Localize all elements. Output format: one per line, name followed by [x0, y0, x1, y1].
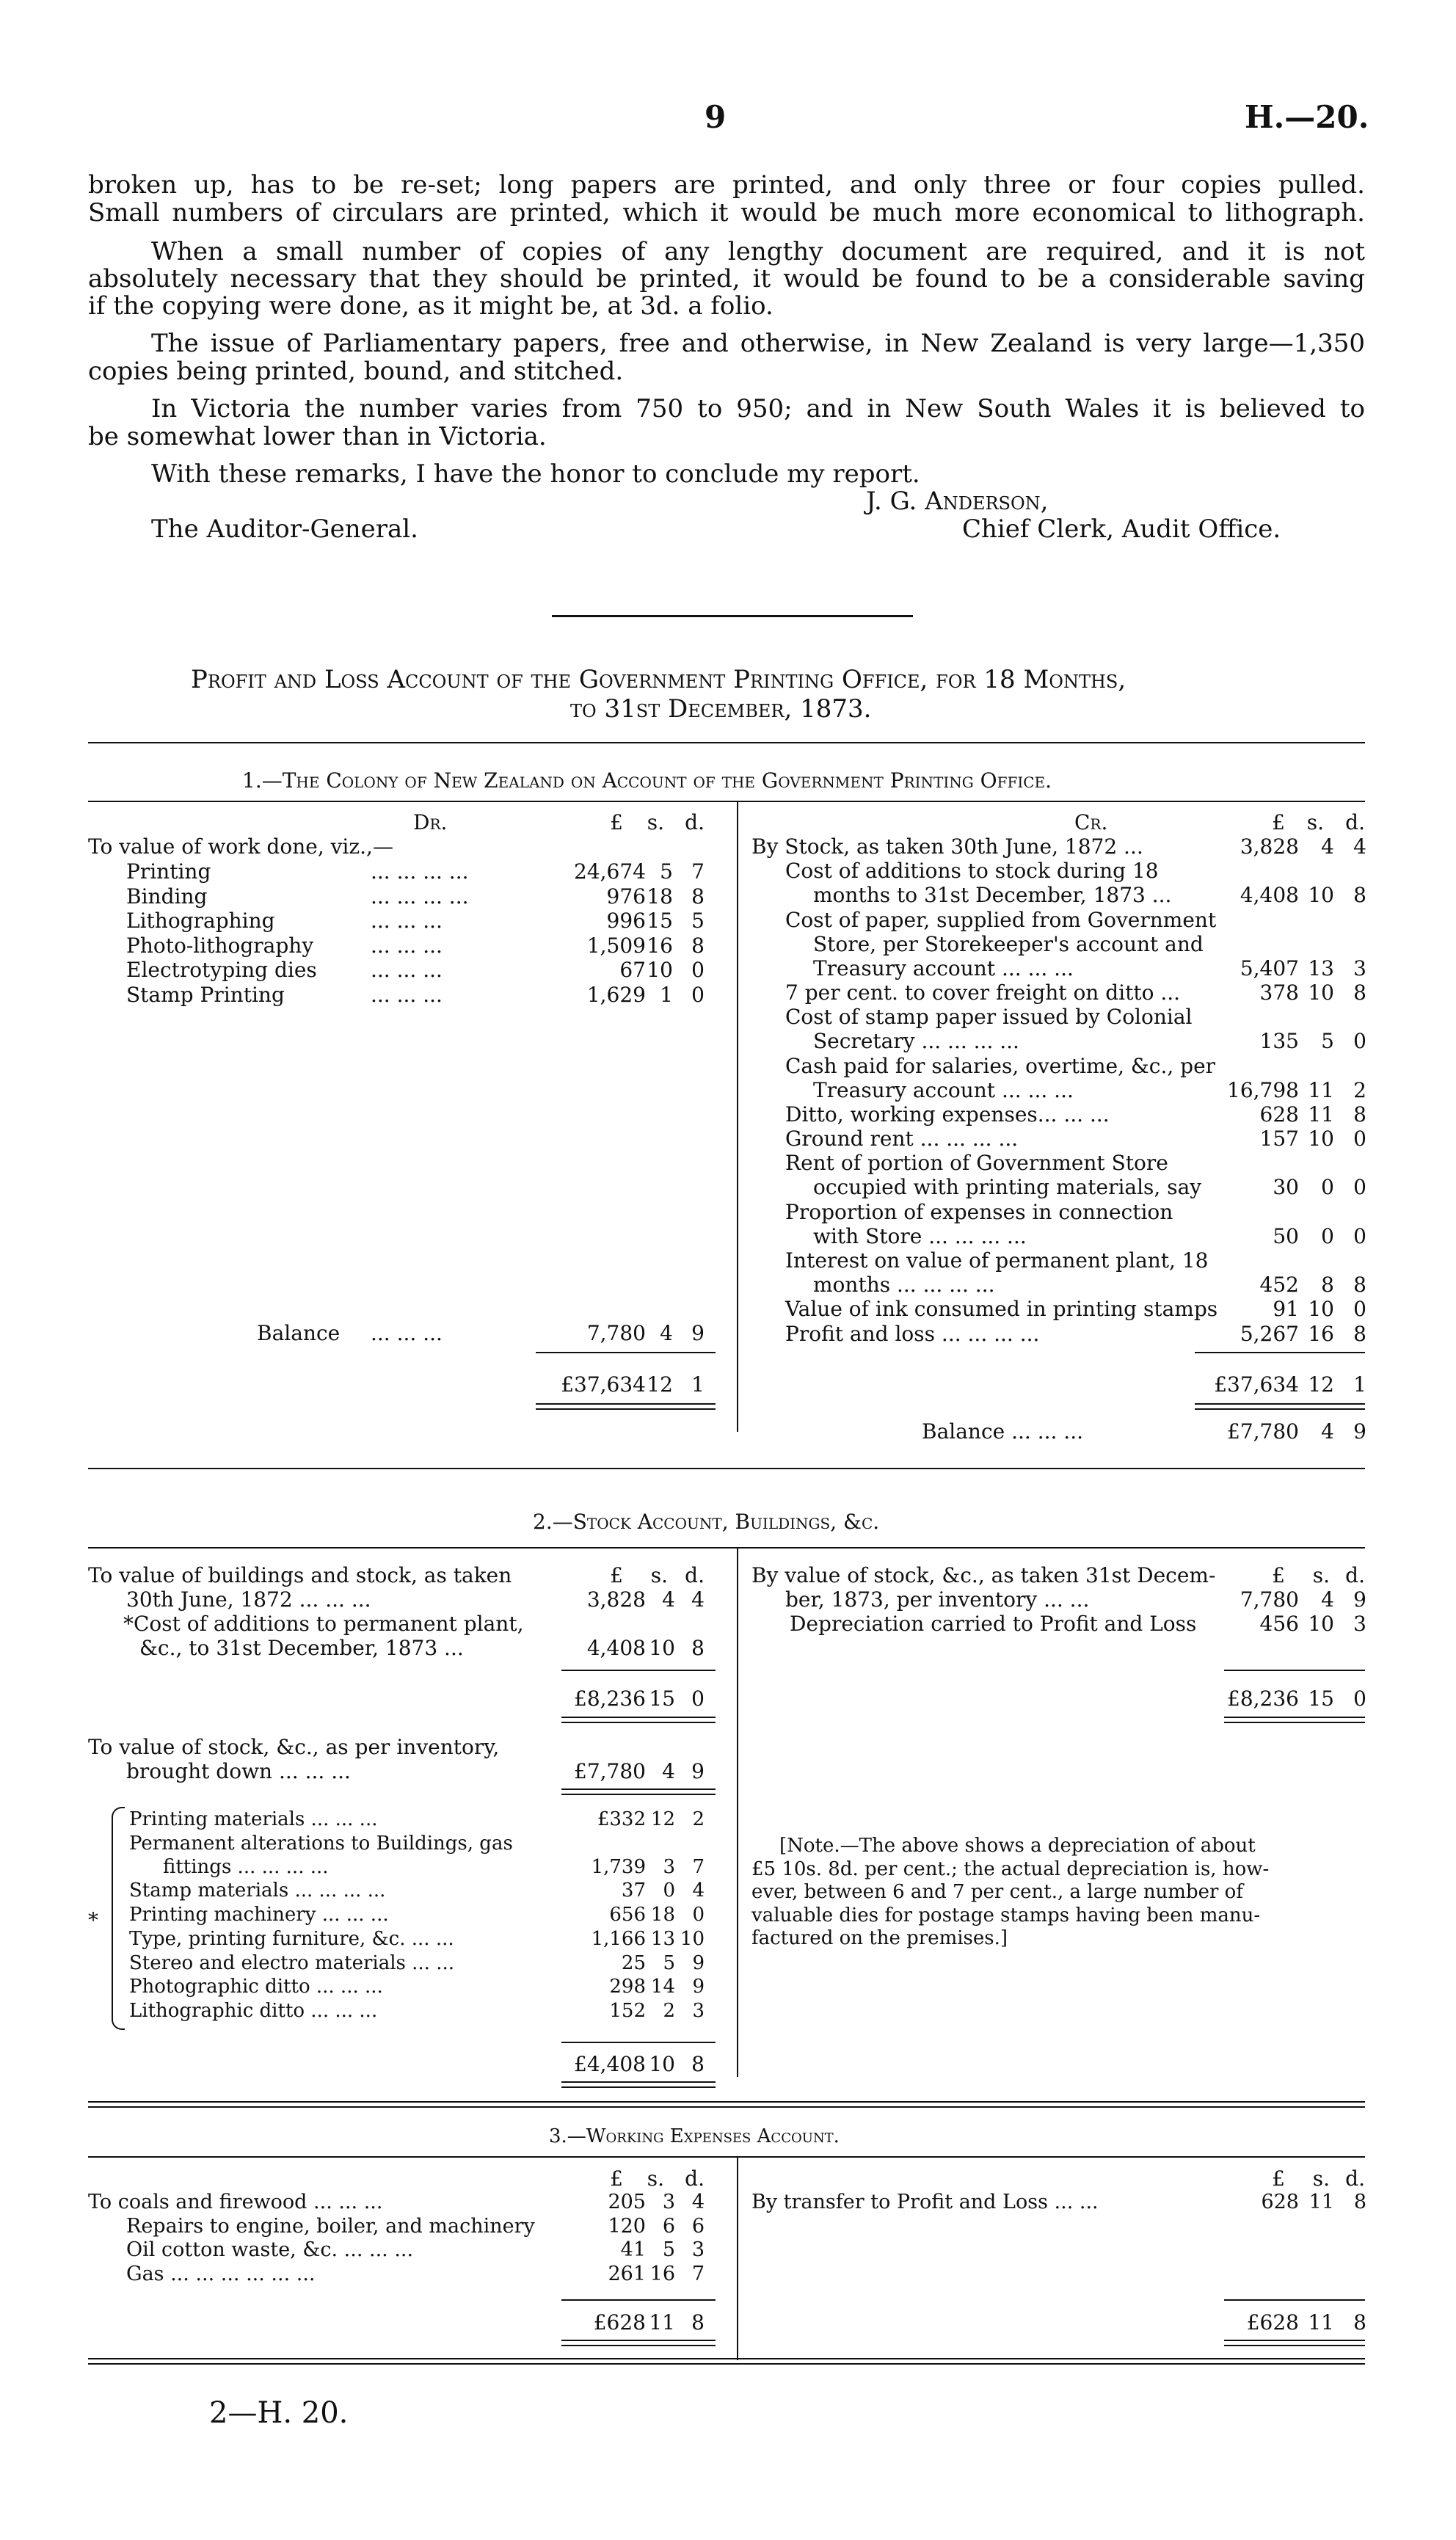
section1-bottom-rule: [88, 1468, 1365, 1469]
debit-row-shillings: 10: [647, 958, 673, 982]
section1-title-rule: [88, 801, 1365, 802]
additions-row-pounds: £332: [597, 1808, 646, 1830]
stock-debit-row-pounds: 4,408: [586, 1636, 646, 1660]
additions-row-pence: 0: [692, 1904, 705, 1926]
credit-row-pence: 0: [1353, 1175, 1366, 1200]
working-debit-row-pounds: 261: [608, 2262, 646, 2285]
working-debit-row-shillings: 3: [662, 2191, 675, 2213]
working-debit-row-pounds: 120: [608, 2214, 646, 2238]
credit-row-text: with Store ... ... ... ...: [813, 1223, 1027, 1248]
additions-row-text: Printing materials ... ... ...: [129, 1808, 378, 1830]
credit-row-shillings: 10: [1308, 1297, 1334, 1322]
report-reference: H.—20.: [1245, 99, 1369, 135]
stock-credit-row-shillings: 10: [1308, 1612, 1334, 1636]
inventory-amount-shillings: 4: [662, 1759, 675, 1783]
additions-row-shillings: 14: [650, 1976, 675, 1998]
signature-title: Chief Clerk, Audit Office.: [962, 514, 1281, 544]
account-title-line2: to 31st December, 1873.: [570, 694, 872, 724]
debit-row-pounds: 24,674: [574, 859, 646, 884]
credit-row-text: months to 31st December, 1873 ...: [813, 883, 1172, 908]
credit-row-pence: 0: [1353, 1297, 1366, 1322]
additions-total-rule: [561, 2042, 716, 2043]
credit-row-text: Value of ink consumed in printing stamps: [785, 1297, 1218, 1322]
additions-row-text: Printing machinery ... ... ...: [129, 1904, 389, 1926]
debit-row-dots: ... ... ...: [371, 933, 443, 958]
credit-row-shillings: 4: [1321, 834, 1334, 859]
credit-row-pounds: 5,407: [1240, 956, 1299, 980]
debit-row-dots: ... ... ... ...: [371, 859, 469, 884]
credit-row-pounds: 16,798: [1227, 1077, 1299, 1102]
s2-cr-currency-pounds: £: [1272, 1563, 1285, 1587]
credit-row-shillings: 11: [1308, 1102, 1334, 1127]
credit-row-text: 7 per cent. to cover freight on ditto ...: [785, 980, 1181, 1005]
debit-total-underline-2: [536, 1408, 716, 1410]
paragraph-line: absolutely necessary that they should be printed, it would be found to be a considerable saving: [88, 264, 1365, 294]
additions-row-pounds: 298: [609, 1976, 646, 1998]
stock-debit-row-shillings: 4: [662, 1587, 675, 1612]
stock-debit-total-pounds: £8,236: [574, 1686, 646, 1711]
debit-row-shillings: 16: [647, 933, 673, 958]
stock-debit-text: To value of buildings and stock, as taken: [88, 1563, 512, 1587]
working-debit-row-pence: 4: [691, 2191, 705, 2213]
dr-currency-pounds: £: [610, 810, 623, 834]
s3-cr-currency-pounds: £: [1272, 2166, 1285, 2191]
working-debit-label: Oil cotton waste, &c. ... ... ...: [126, 2238, 414, 2261]
section2-bottom-rule: [88, 2101, 1365, 2103]
credit-row-text: Interest on value of permanent plant, 18: [785, 1248, 1209, 1273]
working-credit-row-pounds: 628: [1261, 2191, 1299, 2213]
debit-total-shillings: 12: [647, 1372, 673, 1397]
credit-row-pence: 2: [1353, 1077, 1366, 1102]
debit-row-dots: ... ... ...: [371, 982, 443, 1007]
debit-row-pence: 8: [691, 884, 705, 909]
depreciation-note-line: ever, between 6 and 7 per cent., a large number of: [751, 1881, 1243, 1903]
credit-row-text: Secretary ... ... ... ...: [813, 1029, 1019, 1054]
additions-row-pounds: 25: [621, 1951, 646, 1974]
section3-title-rule: [88, 2156, 1365, 2158]
debit-balance-label: Balance: [257, 1321, 341, 1345]
s2-cr-currency-pence: d.: [1345, 1563, 1365, 1587]
working-debit-underline-1: [561, 2340, 716, 2341]
stock-credit-total-rule: [1224, 1670, 1365, 1671]
credit-row-shillings: 16: [1308, 1321, 1334, 1346]
credit-row-shillings: 0: [1321, 1175, 1334, 1200]
working-debit-row-pounds: 41: [620, 2238, 646, 2261]
credit-balance-pence: 9: [1353, 1419, 1366, 1444]
credit-row-pence: 8: [1353, 1321, 1366, 1346]
additions-total-pounds: £4,408: [574, 2052, 646, 2076]
working-credit-total-pounds: £628: [1246, 2310, 1299, 2335]
additions-brace: [112, 1807, 125, 2030]
credit-row-text: By Stock, as taken 30th June, 1872 ...: [751, 834, 1143, 859]
working-credit-underline-2: [1224, 2345, 1365, 2346]
s3-dr-currency-pence: d.: [685, 2166, 705, 2191]
stock-credit-row-pounds: 456: [1259, 1612, 1299, 1636]
title-underline: [88, 742, 1365, 743]
additions-total-shillings: 10: [649, 2052, 675, 2076]
additions-row-text: Stereo and electro materials ... ...: [129, 1951, 454, 1974]
credit-row-pence: 8: [1353, 883, 1366, 908]
debit-row-pence: 8: [691, 933, 705, 958]
working-debit-total-shillings: 11: [649, 2310, 675, 2335]
credit-row-shillings: 11: [1308, 1077, 1334, 1102]
debit-row-pence: 5: [691, 909, 705, 933]
paragraph-line: broken up, has to be re-set; long papers are printed, and only three or four copies pulled.: [88, 170, 1365, 200]
debit-row-pence: 0: [691, 982, 705, 1007]
section3-divider: [737, 2156, 738, 2360]
debit-row-pounds: 67: [619, 958, 646, 982]
additions-star: *: [88, 1908, 98, 1932]
working-credit-underline-1: [1224, 2340, 1365, 2341]
debit-row-label: Electrotyping dies: [126, 958, 317, 982]
additions-row-shillings: 2: [663, 1999, 675, 2022]
additions-row-pounds: 1,166: [591, 1927, 646, 1950]
stock-debit-total-pence: 0: [691, 1686, 705, 1711]
credit-row-shillings: 8: [1321, 1273, 1334, 1297]
paragraph-line: The issue of Parliamentary papers, free and otherwise, in New Zealand is very large—1,350: [151, 329, 1365, 358]
credit-row-pounds: 452: [1259, 1273, 1299, 1297]
additions-row-pounds: 1,739: [591, 1855, 646, 1878]
credit-row-pounds: 135: [1259, 1029, 1299, 1054]
signature-mark: 2—H. 20.: [209, 2396, 349, 2430]
debit-total-pounds: £37,634: [561, 1372, 646, 1397]
account-title-line1: Profit and Loss Account of the Government Printing Office, for 18 Months,: [191, 665, 1126, 694]
working-debit-underline-2: [561, 2345, 716, 2346]
debit-row-label: Lithographing: [126, 909, 275, 933]
stock-credit-text: Depreciation carried to Profit and Loss: [790, 1612, 1197, 1636]
credit-label: Cr.: [1074, 810, 1108, 834]
credit-row-text: Cost of stamp paper issued by Colonial: [785, 1005, 1193, 1030]
depreciation-note-line: valuable dies for postage stamps having been manu-: [751, 1904, 1261, 1926]
stock-debit-underline-1: [561, 1717, 716, 1718]
stock-credit-row-pounds: 7,780: [1240, 1587, 1299, 1612]
working-credit-total-pence: 8: [1353, 2310, 1366, 2335]
credit-row-shillings: 5: [1321, 1029, 1334, 1054]
credit-row-pounds: 5,267: [1240, 1321, 1299, 1346]
stock-debit-total-rule: [561, 1670, 716, 1671]
stock-debit-text: *Cost of additions to permanent plant,: [123, 1612, 524, 1636]
working-debit-row-pounds: 205: [608, 2191, 646, 2213]
credit-row-shillings: 10: [1308, 980, 1334, 1005]
credit-row-pence: 3: [1353, 956, 1366, 980]
credit-total-shillings: 12: [1308, 1372, 1334, 1397]
working-credit-row-pence: 8: [1353, 2191, 1366, 2213]
credit-row-pounds: 3,828: [1240, 834, 1299, 859]
additions-total-pence: 8: [691, 2052, 705, 2076]
debit-row-label: Stamp Printing: [126, 982, 285, 1007]
additions-row-pounds: 37: [621, 1879, 646, 1902]
additions-row-shillings: 13: [650, 1927, 675, 1950]
paragraph-line: Small numbers of circulars are printed, which it would be much more economical to lithograph.: [88, 198, 1365, 228]
additions-row-shillings: 3: [663, 1855, 675, 1878]
debit-row-pence: 7: [691, 859, 705, 884]
additions-row-text: fittings ... ... ... ...: [163, 1855, 329, 1878]
page-number: 9: [705, 99, 727, 135]
paragraph-line: When a small number of copies of any lengthy document are required, and it is not: [151, 237, 1365, 266]
debit-row-dots: ... ... ... ...: [371, 884, 469, 909]
working-debit-row-shillings: 5: [662, 2238, 675, 2261]
stock-credit-row-pence: 3: [1353, 1612, 1366, 1636]
credit-row-pounds: 628: [1259, 1102, 1299, 1127]
credit-row-text: Proportion of expenses in connection: [785, 1199, 1173, 1224]
credit-row-pence: 8: [1353, 1102, 1366, 1127]
credit-row-text: Cash paid for salaries, overtime, &c., per: [785, 1053, 1216, 1078]
additions-row-pounds: 656: [609, 1904, 646, 1926]
paragraph-line: In Victoria the number varies from 750 to 950; and in New South Wales it is believed to: [151, 394, 1365, 423]
inventory-rule-1: [561, 1788, 716, 1790]
debit-row-label: Photo-lithography: [126, 933, 314, 958]
dr-currency-pence: d.: [685, 810, 705, 834]
credit-row-pence: 0: [1353, 1029, 1366, 1054]
stock-credit-row-shillings: 4: [1321, 1587, 1334, 1612]
inventory-line1: To value of stock, &c., as per inventory,: [88, 1735, 500, 1759]
credit-row-pence: 8: [1353, 980, 1366, 1005]
additions-row-text: Permanent alterations to Buildings, gas: [129, 1832, 513, 1855]
credit-total-pounds: £37,634: [1214, 1372, 1299, 1397]
stock-credit-total-pence: 0: [1353, 1686, 1366, 1711]
inventory-rule-2: [561, 1794, 716, 1795]
debit-total-rule: [536, 1352, 716, 1353]
additions-row-text: Stamp materials ... ... ... ...: [129, 1879, 386, 1902]
debit-balance-pence: 9: [691, 1321, 705, 1345]
additions-row-pence: 9: [692, 1976, 705, 1998]
credit-row-text: Cost of additions to stock during 18: [785, 859, 1159, 884]
stock-debit-total-shillings: 15: [649, 1686, 675, 1711]
stock-debit-text: 30th June, 1872 ... ... ...: [126, 1587, 371, 1612]
debit-row-shillings: 1: [660, 982, 673, 1007]
credit-row-text: Treasury account ... ... ...: [813, 1077, 1074, 1102]
dr-currency-shillings: s.: [647, 810, 664, 834]
credit-row-shillings: 10: [1308, 1127, 1334, 1151]
credit-row-text: Ditto, working expenses... ... ...: [785, 1102, 1110, 1127]
debit-row-shillings: 15: [647, 909, 673, 933]
debit-row-dots: ... ... ...: [371, 909, 443, 933]
inventory-line2: brought down ... ... ...: [126, 1759, 351, 1783]
working-debit-label: To coals and firewood ... ... ...: [88, 2191, 383, 2213]
credit-row-pence: 0: [1353, 1127, 1366, 1151]
stock-credit-text: By value of stock, &c., as taken 31st Decem-: [751, 1563, 1216, 1587]
credit-row-text: Profit and loss ... ... ... ...: [785, 1321, 1040, 1346]
credit-total-pence: 1: [1353, 1372, 1366, 1397]
debit-row-pounds: 1,509: [586, 933, 646, 958]
working-credit-total-shillings: 11: [1308, 2310, 1334, 2335]
debit-intro: To value of work done, viz.,—: [88, 834, 393, 859]
section2-bottom-rule-2: [88, 2106, 1365, 2108]
s3-dr-currency-shillings: s.: [647, 2166, 664, 2191]
section2-divider: [737, 1549, 738, 2077]
additions-row-pence: 7: [692, 1855, 705, 1878]
credit-balance-shillings: 4: [1321, 1419, 1334, 1444]
debit-row-pence: 0: [691, 958, 705, 982]
credit-row-pounds: 50: [1273, 1223, 1299, 1248]
additions-row-pence: 2: [692, 1808, 705, 1830]
credit-total-underline-1: [1195, 1403, 1365, 1405]
additions-row-text: Lithographic ditto ... ... ...: [129, 1999, 378, 2022]
credit-row-shillings: 0: [1321, 1223, 1334, 1248]
working-debit-total-rule: [561, 2299, 716, 2301]
stock-credit-total-pounds: £8,236: [1227, 1686, 1299, 1711]
working-debit-label: Repairs to engine, boiler, and machinery: [126, 2214, 535, 2238]
credit-row-pence: 4: [1353, 834, 1366, 859]
cr-currency-pounds: £: [1272, 810, 1285, 834]
credit-row-text: Treasury account ... ... ...: [813, 956, 1074, 980]
section1-title: 1.—The Colony of New Zealand on Account of the Government Printing Office.: [242, 768, 1052, 793]
additions-row-shillings: 18: [650, 1904, 675, 1926]
working-credit-total-rule: [1224, 2299, 1365, 2301]
inventory-amount-pounds: £7,780: [574, 1759, 646, 1783]
stock-debit-text: &c., to 31st December, 1873 ...: [139, 1636, 464, 1660]
credit-row-text: occupied with printing materials, say: [813, 1175, 1202, 1200]
working-debit-total-pounds: £628: [593, 2310, 646, 2335]
section3-title: 3.—Working Expenses Account.: [549, 2125, 840, 2147]
working-credit-row-shillings: 11: [1308, 2191, 1334, 2213]
stock-debit-row-shillings: 10: [649, 1636, 675, 1660]
section2-title-rule: [88, 1547, 1365, 1549]
debit-row-label: Printing: [126, 859, 211, 884]
additions-row-pence: 10: [680, 1927, 705, 1950]
stock-credit-underline-1: [1224, 1717, 1365, 1718]
debit-row-pounds: 996: [606, 909, 646, 933]
debit-row-shillings: 5: [660, 859, 673, 884]
depreciation-note-line: factured on the premises.]: [751, 1927, 1008, 1949]
credit-row-pounds: 91: [1273, 1297, 1299, 1322]
s2-cr-currency-shillings: s.: [1312, 1563, 1330, 1587]
additions-row-text: Photographic ditto ... ... ...: [129, 1976, 383, 1998]
credit-total-underline-2: [1195, 1408, 1365, 1410]
additions-row-pence: 4: [692, 1879, 705, 1902]
separator-rule: [552, 615, 913, 617]
stock-credit-total-shillings: 15: [1308, 1686, 1334, 1711]
stock-debit-row-pence: 8: [691, 1636, 705, 1660]
cr-currency-shillings: s.: [1306, 810, 1324, 834]
debit-label: Dr.: [413, 810, 448, 834]
working-debit-row-pence: 3: [691, 2238, 705, 2261]
cr-currency-pence: d.: [1345, 810, 1365, 834]
credit-row-pounds: 4,408: [1240, 883, 1299, 908]
s2-dr-currency-shillings: s.: [650, 1563, 668, 1587]
additions-row-pence: 3: [692, 1999, 705, 2022]
s3-cr-currency-pence: d.: [1345, 2166, 1365, 2191]
stock-debit-row-pounds: 3,828: [586, 1587, 646, 1612]
s3-dr-currency-pounds: £: [610, 2166, 623, 2191]
credit-row-text: Store, per Storekeeper's account and: [813, 931, 1204, 956]
credit-row-pounds: 378: [1259, 980, 1299, 1005]
working-debit-row-pence: 7: [691, 2262, 705, 2285]
stock-credit-row-pence: 9: [1353, 1587, 1366, 1612]
debit-balance-pounds: 7,780: [586, 1321, 646, 1345]
section1-divider: [737, 801, 738, 1432]
stock-credit-underline-2: [1224, 1722, 1365, 1723]
paragraph-line: copies being printed, bound, and stitched.: [88, 357, 624, 386]
depreciation-note-line: [Note.—The above shows a depreciation of about: [779, 1835, 1256, 1857]
working-debit-row-shillings: 16: [649, 2262, 675, 2285]
credit-row-pounds: 157: [1259, 1127, 1299, 1151]
depreciation-note-line: £5 10s. 8d. per cent.; the actual depreciation is, how-: [751, 1857, 1270, 1880]
debit-row-pounds: 976: [606, 884, 646, 909]
working-credit-label: By transfer to Profit and Loss ... ...: [751, 2191, 1099, 2213]
credit-row-shillings: 10: [1308, 883, 1334, 908]
additions-row-shillings: 5: [663, 1951, 675, 1974]
credit-row-text: months ... ... ... ...: [813, 1273, 995, 1297]
debit-row-dots: ... ... ...: [371, 958, 443, 982]
debit-row-label: Binding: [126, 884, 208, 909]
s3-cr-currency-shillings: s.: [1312, 2166, 1330, 2191]
credit-balance-label: Balance ... ... ...: [922, 1419, 1084, 1444]
section2-title: 2.—Stock Account, Buildings, &c.: [533, 1510, 880, 1534]
paragraph-line: With these remarks, I have the honor to conclude my report.: [151, 459, 920, 489]
working-debit-total-pence: 8: [691, 2310, 705, 2335]
credit-row-text: Rent of portion of Government Store: [785, 1151, 1168, 1176]
signature-name: J. G. Anderson,: [866, 487, 1049, 516]
s2-dr-currency-pounds: £: [610, 1563, 623, 1587]
addressee: The Auditor-General.: [151, 514, 418, 544]
stock-debit-underline-2: [561, 1722, 716, 1723]
additions-row-text: Type, printing furniture, &c. ... ...: [129, 1927, 454, 1950]
additions-underline-2: [561, 2086, 716, 2088]
debit-total-pence: 1: [691, 1372, 705, 1397]
credit-row-pence: 0: [1353, 1223, 1366, 1248]
stock-credit-text: ber, 1873, per inventory ... ...: [785, 1587, 1090, 1612]
credit-row-pounds: 30: [1273, 1175, 1299, 1200]
debit-balance-dots: ... ... ...: [371, 1321, 443, 1345]
additions-row-pounds: 152: [609, 1999, 646, 2022]
credit-row-text: Ground rent ... ... ... ...: [785, 1127, 1019, 1151]
working-debit-row-shillings: 6: [662, 2214, 675, 2238]
working-debit-label: Gas ... ... ... ... ... ...: [126, 2262, 316, 2285]
paragraph-line: be somewhat lower than in Victoria.: [88, 422, 547, 451]
working-debit-row-pence: 6: [691, 2214, 705, 2238]
additions-row-shillings: 12: [650, 1808, 675, 1830]
inventory-amount-pence: 9: [691, 1759, 705, 1783]
s2-dr-currency-pence: d.: [685, 1563, 705, 1587]
credit-balance-pounds: £7,780: [1227, 1419, 1299, 1444]
credit-row-pence: 8: [1353, 1273, 1366, 1297]
debit-total-underline-1: [536, 1403, 716, 1405]
credit-total-rule: [1195, 1352, 1365, 1353]
additions-row-shillings: 0: [663, 1879, 675, 1902]
section3-bottom-rule: [88, 2358, 1365, 2359]
paragraph-line: if the copying were done, as it might be, at 3d. a folio.: [88, 291, 774, 321]
stock-debit-row-pence: 4: [691, 1587, 705, 1612]
debit-balance-shillings: 4: [660, 1321, 673, 1345]
credit-row-shillings: 13: [1308, 956, 1334, 980]
section3-bottom-rule-2: [88, 2363, 1365, 2365]
credit-row-text: Cost of paper, supplied from Government: [785, 907, 1217, 932]
debit-row-shillings: 18: [647, 884, 673, 909]
additions-row-pence: 9: [692, 1951, 705, 1974]
debit-row-pounds: 1,629: [586, 982, 646, 1007]
additions-underline-1: [561, 2081, 716, 2083]
